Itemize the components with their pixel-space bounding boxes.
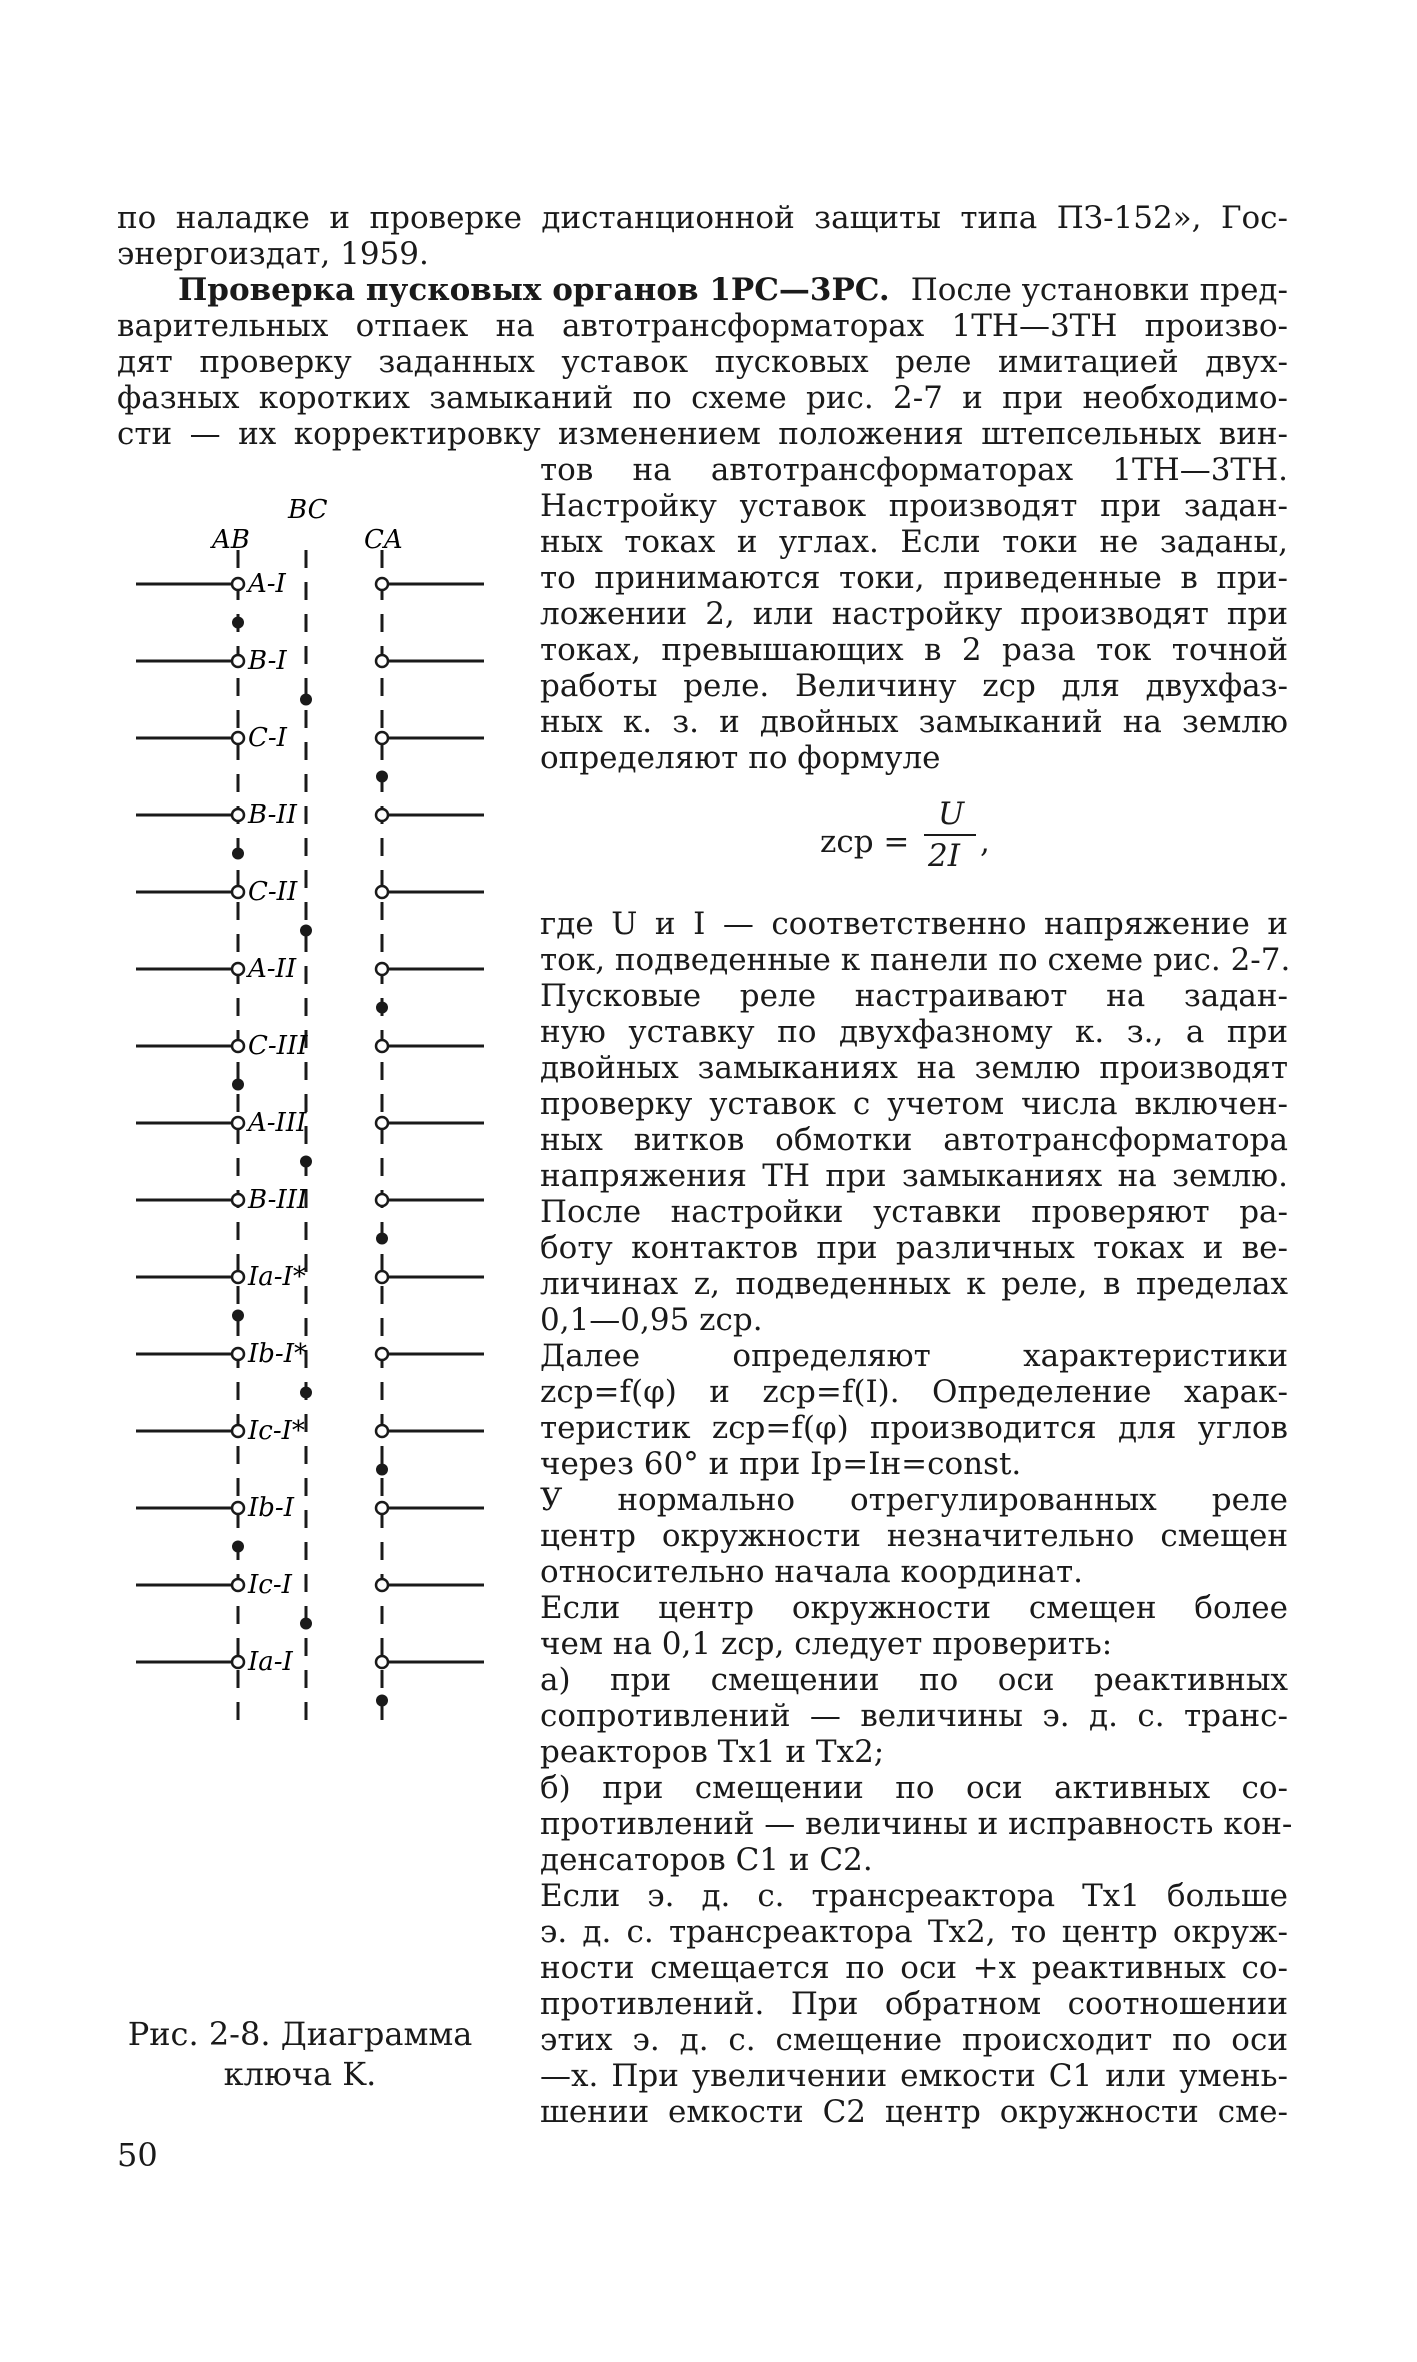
wide-line-3: дят проверку заданных уставок пусковых реле имитацией двух- [117,344,1288,380]
row-label: A-I [248,569,286,599]
closed-contact-dot [376,1464,388,1476]
contact-node-left [232,732,244,744]
closed-contact-dot [300,1387,312,1399]
contact-node-right [376,1271,388,1283]
colB-line: сопротивлений — величины э. д. с. транс- [540,1698,1288,1734]
colB-line: б) при смещении по оси активных со- [540,1770,1288,1806]
contact-node-left [232,886,244,898]
colB-line: —x. При увеличении емкости C1 или умень- [540,2058,1288,2094]
row-label: C-I [248,723,287,753]
colA-line: ных к. з. и двойных замыканий на землю [540,704,1288,740]
contact-node-left [232,1348,244,1360]
colB-line: ток, подведенные к панели по схеме рис. 2-7. [540,942,1291,978]
contact-node-right [376,1425,388,1437]
row-label: Ib-I* [248,1339,307,1369]
colA-line: токах, превышающих в 2 раза ток точной [540,632,1288,668]
closed-contact-dot [232,1079,244,1091]
row-label: Ib-I [248,1493,294,1523]
contact-node-left [232,1579,244,1591]
contact-node-left [232,655,244,667]
intro-line-1: по наладке и проверке дистанционной защиты типа ПЗ-152», Гос- [117,200,1288,236]
caption-line-1: Рис. 2-8. Диаграмма [127,2015,473,2053]
colB-line: шении емкости C2 центр окружности сме- [540,2094,1288,2130]
closed-contact-dot [376,1695,388,1707]
contact-node-left [232,578,244,590]
contact-node-left [232,1425,244,1437]
section-heading: Проверка пусковых органов 1PC—3PC. [178,272,890,308]
row-label: C-II [248,877,298,907]
formula-lhs: zср = [820,824,910,860]
contact-node-left [232,1194,244,1206]
colB-line: ную уставку по двухфазному к. з., а при [540,1014,1288,1050]
wide-line-5: сти — их корректировку изменением положения штепсельных вин- [117,416,1288,452]
contact-node-right [376,1040,388,1052]
contact-node-left [232,1117,244,1129]
closed-contact-dot [232,1310,244,1322]
colA-line: Настройку уставок производят при задан- [540,488,1288,524]
closed-contact-dot [300,925,312,937]
colB-line: Далее определяют характеристики [540,1338,1288,1374]
contact-node-left [232,1656,244,1668]
contact-node-right [376,1502,388,1514]
row-label: B-I [248,646,287,676]
colB-line: У нормально отрегулированных реле [540,1482,1288,1518]
formula-trail: , [980,824,990,860]
colA-line: определяют по формуле [540,740,941,776]
closed-contact-dot [376,1233,388,1245]
contact-node-right [376,732,388,744]
colB-line: ности смещается по оси +x реактивных со- [540,1950,1288,1986]
colB-line: Пусковые реле настраивают на задан- [540,978,1288,1014]
closed-contact-dot [232,1541,244,1553]
contact-node-right [376,1579,388,1591]
colB-line: через 60° и при Iр=Iн=const. [540,1446,1022,1482]
contact-node-right [376,809,388,821]
closed-contact-dot [376,1002,388,1014]
contact-node-left [232,809,244,821]
wide-line-4: фазных коротких замыканий по схеме рис. 2-7 и при необходимо- [117,380,1288,416]
contact-node-left [232,1040,244,1052]
colB-line: чем на 0,1 zср, следует проверить: [540,1626,1113,1662]
row-label: B-III [248,1185,308,1215]
colA-line: ложении 2, или настройку производят при [540,596,1288,632]
colA-line: работы реле. Величину zср для двухфаз- [540,668,1288,704]
row-label: Ic-I* [248,1416,305,1446]
contact-node-right [376,578,388,590]
colA-line: тов на автотрансформаторах 1TH—3TH. [540,452,1288,488]
colB-line: теристик zср=f(φ) производится для углов [540,1410,1288,1446]
col-label-bc: BC [288,495,328,525]
formula [820,796,1080,886]
colA-line: то принимаются токи, приведенные в при- [540,560,1288,596]
colB-line: ных витков обмотки автотрансформатора [540,1122,1288,1158]
contact-node-right [376,1194,388,1206]
caption-line-2: ключа K. [223,2055,377,2093]
contact-node-left [232,1271,244,1283]
colB-line: центр окружности незначительно смещен [540,1518,1288,1554]
colB-line: этих э. д. с. смещение происходит по оси [540,2022,1288,2058]
colB-line: реакторов Tx1 и Tx2; [540,1734,885,1770]
col-label-ca: CA [364,525,403,555]
colB-line: Если э. д. с. трансреактора Tx1 больше [540,1878,1288,1914]
colB-line: 0,1—0,95 zср. [540,1302,763,1338]
row-label: Ic-I [248,1570,292,1600]
formula-denominator: 2I [928,838,960,874]
contact-node-right [376,1348,388,1360]
colB-line: личинах z, подведенных к реле, в пределах [540,1266,1288,1302]
closed-contact-dot [300,694,312,706]
colA-line: ных токах и углах. Если токи не заданы, [540,524,1288,560]
page-number: 50 [117,2136,158,2174]
colB-line: э. д. с. трансреактора Tx2, то центр окруж- [540,1914,1288,1950]
colB-line: боту контактов при различных токах и ве- [540,1230,1288,1266]
row-label: A-II [248,954,297,984]
row-label: B-II [248,800,297,830]
closed-contact-dot [232,848,244,860]
row-label: Ia-I* [248,1262,306,1292]
colB-line: двойных замыканиях на землю производят [540,1050,1288,1086]
colB-line: напряжения TH при замыканиях на землю. [540,1158,1288,1194]
colB-line: денсаторов C1 и C2. [540,1842,873,1878]
contact-node-left [232,1502,244,1514]
contact-node-right [376,963,388,975]
contact-node-right [376,1656,388,1668]
colB-line: а) при смещении по оси реактивных [540,1662,1288,1698]
colB-line: противлений — величины и исправность кон- [540,1806,1293,1842]
contact-node-left [232,963,244,975]
colB-line: проверку уставок с учетом числа включен- [540,1086,1288,1122]
figure-caption [110,2014,490,2094]
closed-contact-dot [232,617,244,629]
formula-numerator: U [938,796,965,832]
col-label-ab: AB [212,525,250,555]
wide-line-1: После установки пред- [910,272,1288,308]
closed-contact-dot [376,771,388,783]
row-label: A-III [248,1108,307,1138]
colB-line: После настройки уставки проверяют ра- [540,1194,1288,1230]
colB-line: zср=f(φ) и zср=f(I). Определение харак- [540,1374,1288,1410]
contact-node-right [376,1117,388,1129]
contact-node-right [376,886,388,898]
colB-line: относительно начала координат. [540,1554,1083,1590]
row-label: C-III [248,1031,308,1061]
closed-contact-dot [300,1618,312,1630]
row-label: Ia-I [248,1647,293,1677]
fraction-bar [924,834,976,836]
closed-contact-dot [300,1156,312,1168]
colB-line: где U и I — соответственно напряжение и [540,906,1288,942]
contact-node-right [376,655,388,667]
intro-line-2: энергоиздат, 1959. [117,236,429,272]
key-diagram [120,480,540,1960]
wide-line-2: варительных отпаек на автотрансформаторах 1TH—3TH произво- [117,308,1288,344]
colB-line: противлений. При обратном соотношении [540,1986,1288,2022]
colB-line: Если центр окружности смещен более [540,1590,1288,1626]
